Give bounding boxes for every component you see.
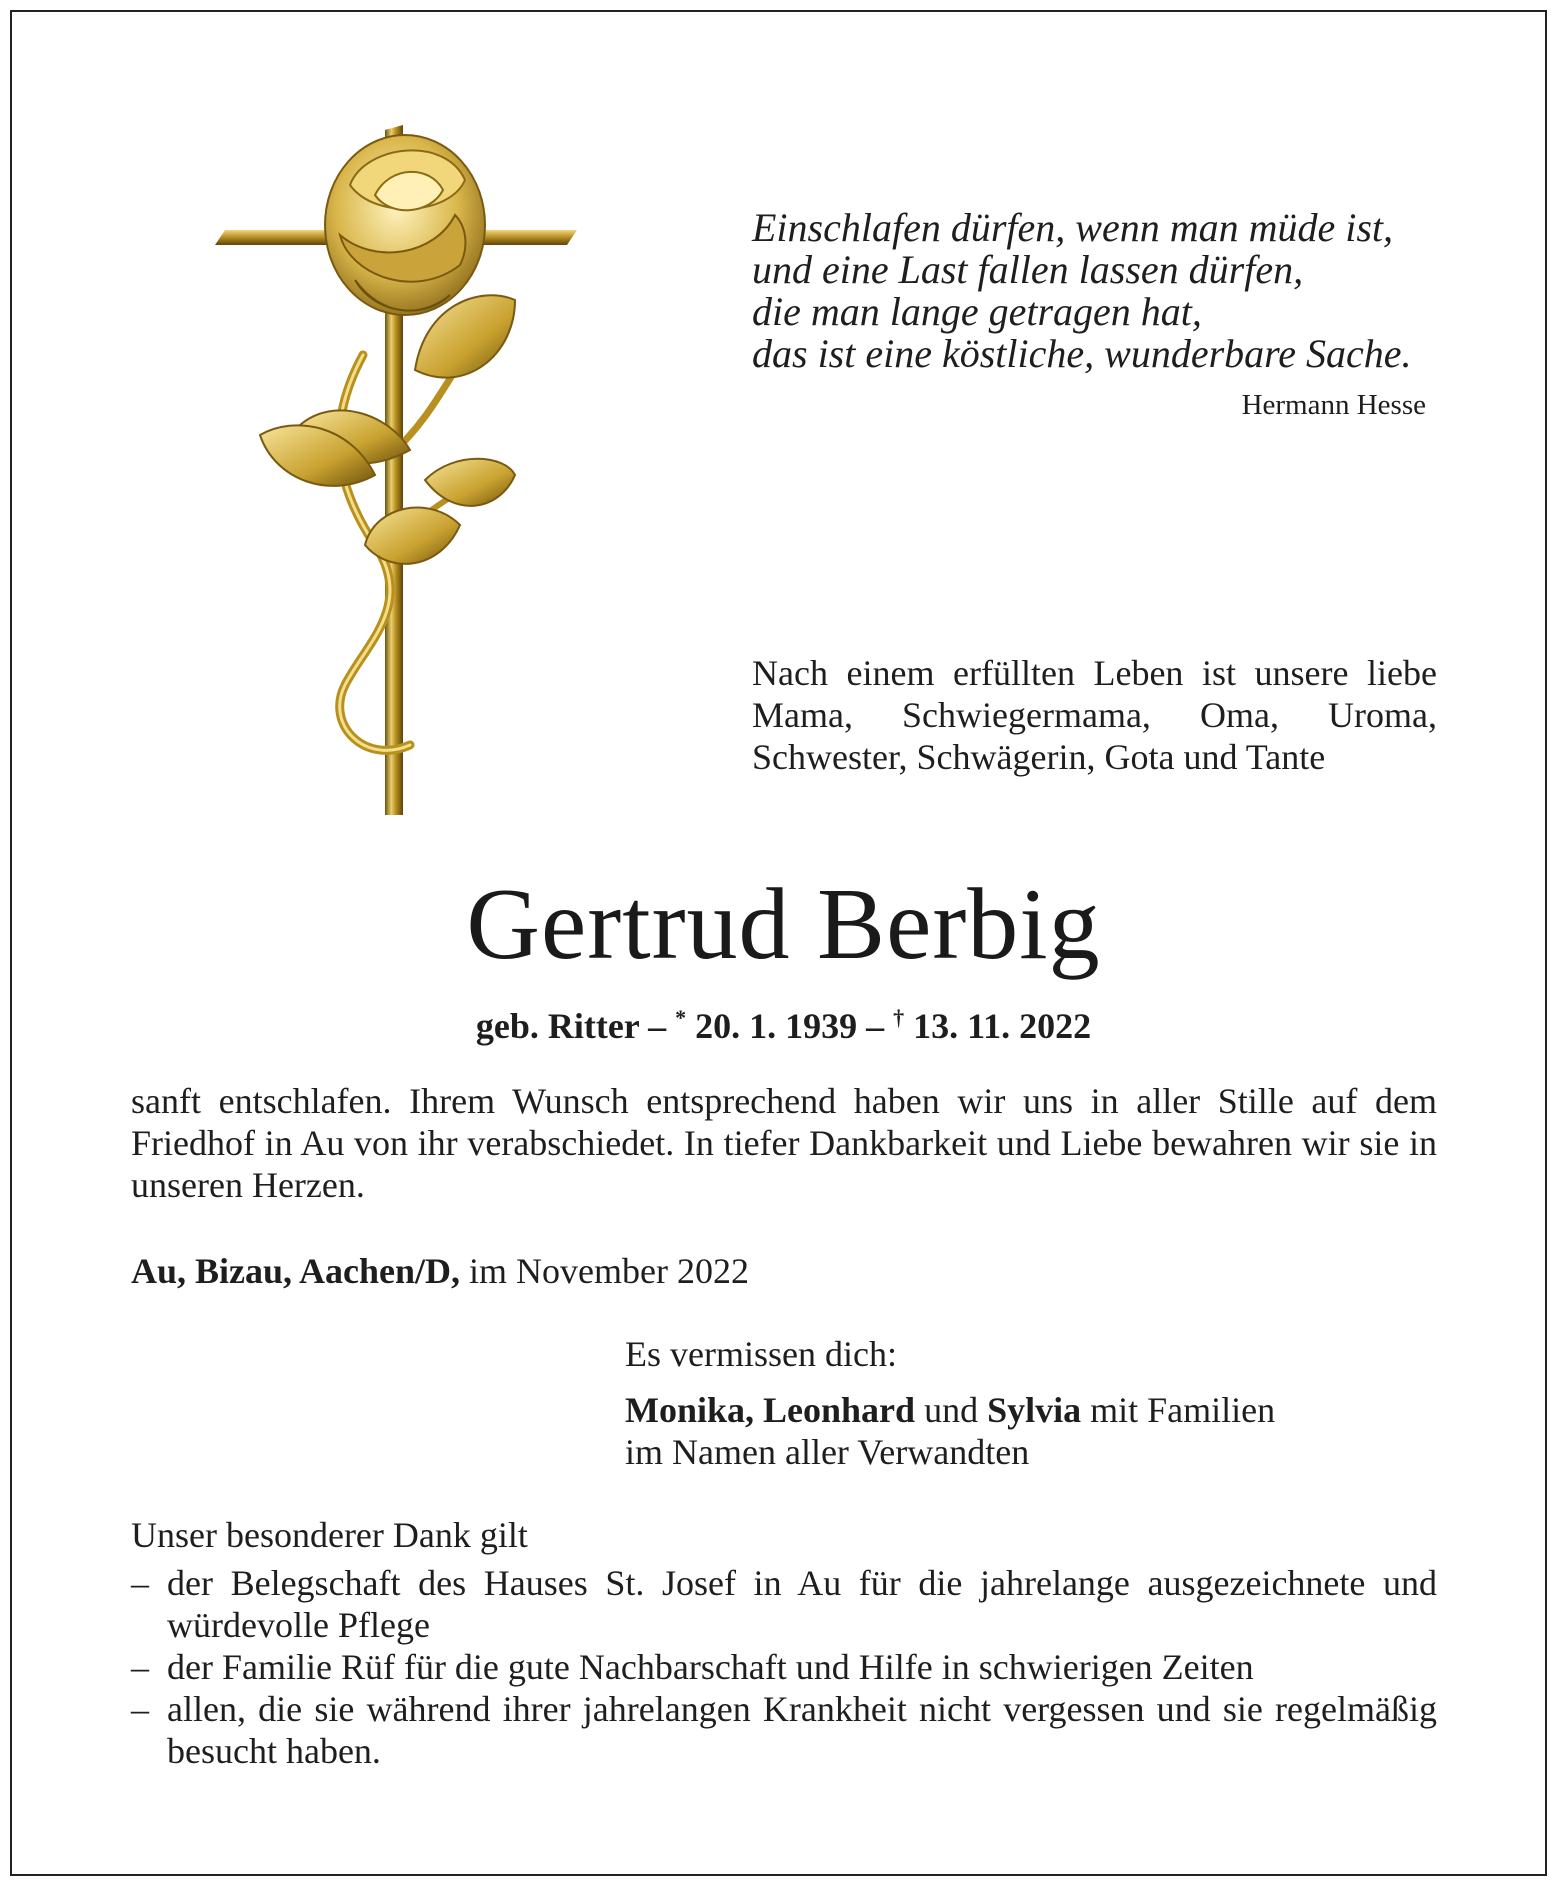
mourners-heading: Es vermissen dich: xyxy=(625,1334,897,1374)
life-dates: geb. Ritter – * 20. 1. 1939 – † 13. 11. 2022 xyxy=(475,1005,1092,1046)
birth-date: 20. 1. 1939 xyxy=(686,1006,858,1046)
list-item: – der Belegschaft des Hauses St. Josef in Au für die jahrelange ausgezeichnete und würdevolle Pflege xyxy=(131,1563,1437,1645)
mourners-line2: im Namen aller Verwandten xyxy=(625,1432,1030,1472)
locations: Au, Bizau, Aachen/D, xyxy=(131,1251,461,1291)
thanks-heading: Unser besonderer Dank gilt xyxy=(131,1515,528,1555)
body-text: sanft entschlafen. Ihrem Wunsch entsprechend haben wir uns in aller Stille auf dem Friedhof in Au von ihr verabschiedet. In tiefer Dankbarkeit und Liebe bewahren wir sie in unseren Herzen. xyxy=(131,1081,1437,1205)
date: im November 2022 xyxy=(460,1251,749,1291)
death-date: 13. 11. 2022 xyxy=(904,1006,1092,1046)
maiden-name: geb. Ritter xyxy=(475,1006,640,1046)
quote-line: Einschlafen dürfen, wenn man müde ist, xyxy=(752,205,1394,250)
birth-mark: * xyxy=(675,1005,687,1030)
list-item: – der Familie Rüf für die gute Nachbarschaft und Hilfe in schwierigen Zeiten xyxy=(131,1647,1254,1687)
place-date xyxy=(131,1250,749,1292)
mourners-names: Monika, Leonhard und Sylvia mit Familien xyxy=(625,1390,1276,1430)
deceased-name: Gertrud Berbig xyxy=(466,868,1101,981)
quote-line: und eine Last fallen lassen dürfen, xyxy=(752,247,1304,292)
cross-with-rose-icon xyxy=(215,125,595,815)
quote xyxy=(752,207,1452,375)
mourners xyxy=(625,1333,1425,1473)
thanks-list xyxy=(131,1562,1437,1772)
intro-text: Nach einem erfüllten Leben ist unsere liebe Mama, Schwiegermama, Oma, Uroma, Schwester, Schwägerin, Gota und Tante xyxy=(752,653,1437,777)
quote-author: Hermann Hesse xyxy=(1241,389,1426,421)
list-item: – allen, die sie während ihrer jahrelangen Krankheit nicht vergessen und sie regelmäßig besucht haben. xyxy=(131,1689,1437,1771)
thanks-section xyxy=(131,1514,1437,1772)
quote-line: das ist eine köstliche, wunderbare Sache. xyxy=(752,331,1412,376)
death-mark: † xyxy=(893,1005,905,1030)
quote-line: die man lange getragen hat, xyxy=(752,289,1202,334)
